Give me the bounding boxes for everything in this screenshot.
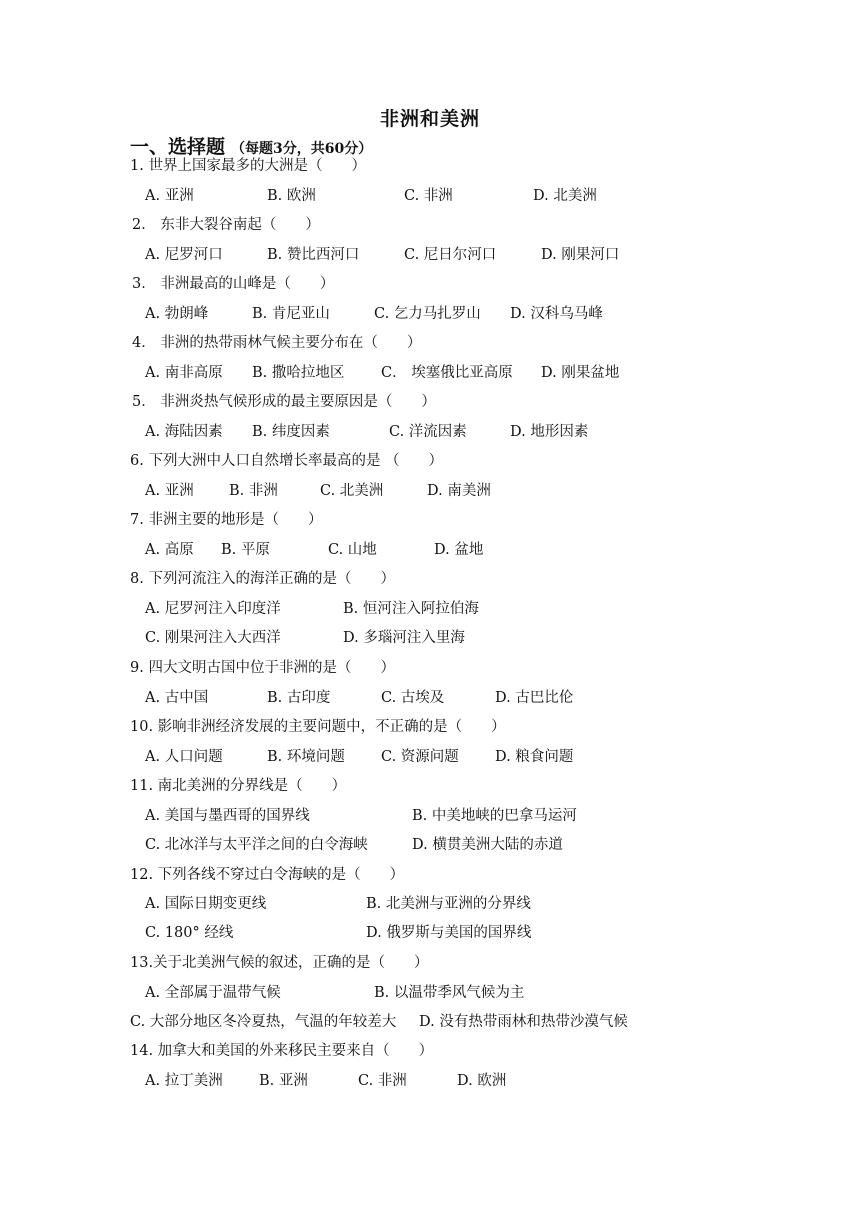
option: C. 大部分地区冬冷夏热，气温的年较差大 [130, 1014, 397, 1030]
option: D. 俄罗斯与美国的国界线 [366, 925, 532, 941]
option: A. 南非高原 [145, 365, 223, 381]
option: D. 欧洲 [457, 1073, 507, 1089]
option: A. 尼罗河口 [145, 247, 223, 263]
option: C. 山地 [328, 542, 377, 558]
option: B. 恒河注入阿拉伯海 [343, 601, 479, 617]
option: C. 尼日尔河口 [404, 247, 497, 263]
option: B. 中美地峡的巴拿马运河 [412, 808, 577, 824]
option: B. 非洲 [229, 483, 278, 499]
option: B. 纬度因素 [252, 424, 330, 440]
question-stem: 7. 非洲主要的地形是（ ） [130, 512, 323, 528]
option: C. 180° 经线 [145, 925, 234, 941]
option: D. 盆地 [434, 542, 484, 558]
question-stem: 6. 下列大洲中人口自然增长率最高的是 （ ） [130, 453, 444, 469]
option: B. 古印度 [267, 690, 331, 706]
question-stem: 10. 影响非洲经济发展的主要问题中，不正确的是（ ） [130, 719, 506, 735]
option: D. 粮食问题 [495, 749, 574, 765]
option: B. 北美洲与亚洲的分界线 [366, 896, 531, 912]
option: A. 全部属于温带气候 [145, 985, 281, 1001]
option: B. 平原 [221, 542, 270, 558]
option: D. 地形因素 [510, 424, 589, 440]
option: B. 撒哈拉地区 [252, 365, 345, 381]
option: D. 刚果河口 [541, 247, 620, 263]
option: C. 刚果河注入大西洋 [145, 630, 281, 646]
option: D. 多瑙河注入里海 [343, 630, 465, 646]
option: D. 刚果盆地 [541, 365, 620, 381]
option: D. 汉科乌马峰 [510, 306, 603, 322]
question-stem: 8. 下列河流注入的海洋正确的是（ ） [130, 571, 395, 587]
option: C. 资源问题 [381, 749, 459, 765]
option: B. 环境问题 [267, 749, 345, 765]
question-stem: 13.关于北美洲气候的叙述，正确的是（ ） [130, 955, 429, 971]
option: D. 横贯美洲大陆的赤道 [412, 837, 563, 853]
question-stem: 3． 非洲最高的山峰是（ ） [132, 276, 335, 292]
option: C. 古埃及 [381, 690, 445, 706]
question-stem: 11. 南北美洲的分界线是（ ） [130, 778, 347, 794]
section-score-note: （每题3分，共60分） [231, 141, 373, 157]
option: C. 乞力马扎罗山 [374, 306, 481, 322]
option: D. 南美洲 [427, 483, 491, 499]
option: A. 拉丁美洲 [145, 1073, 223, 1089]
option: C． 埃塞俄比亚高原 [381, 365, 513, 381]
option: D. 古巴比伦 [495, 690, 574, 706]
option: C. 北美洲 [320, 483, 384, 499]
option: A. 勃朗峰 [145, 306, 209, 322]
option: A. 国际日期变更线 [145, 896, 267, 912]
option: A. 亚洲 [145, 188, 194, 204]
question-stem: 9. 四大文明古国中位于非洲的是（ ） [130, 660, 395, 676]
question-stem: 14. 加拿大和美国的外来移民主要来自（ ） [130, 1043, 434, 1059]
section-title: 一、选择题 [130, 136, 226, 158]
option: B. 亚洲 [259, 1073, 308, 1089]
option: A. 高原 [145, 542, 194, 558]
option: C. 洋流因素 [389, 424, 467, 440]
option: A. 美国与墨西哥的国界线 [145, 808, 310, 824]
option: C. 非洲 [358, 1073, 407, 1089]
option: B. 赞比西河口 [267, 247, 360, 263]
option: B. 以温带季风气候为主 [374, 985, 525, 1001]
option: B. 欧洲 [267, 188, 316, 204]
question-stem: 5． 非洲炎热气候形成的最主要原因是（ ） [132, 394, 436, 410]
option: C. 北冰洋与太平洋之间的白令海峡 [145, 837, 368, 853]
question-stem: 2． 东非大裂谷南起（ ） [132, 217, 320, 233]
option: B. 肯尼亚山 [252, 306, 330, 322]
option: A. 亚洲 [145, 483, 194, 499]
question-stem: 12. 下列各线不穿过白令海峡的是（ ） [130, 867, 405, 883]
question-stem: 1. 世界上国家最多的大洲是（ ） [130, 158, 366, 174]
page-title: 非洲和美洲 [379, 108, 480, 130]
option: A. 海陆因素 [145, 424, 223, 440]
option: D. 北美洲 [533, 188, 597, 204]
option: A. 尼罗河注入印度洋 [145, 601, 281, 617]
option: A. 人口问题 [145, 749, 223, 765]
option: A. 古中国 [145, 690, 209, 706]
question-stem: 4． 非洲的热带雨林气候主要分布在（ ） [132, 335, 422, 351]
option: D. 没有热带雨林和热带沙漠气候 [419, 1014, 628, 1030]
option: C. 非洲 [404, 188, 453, 204]
